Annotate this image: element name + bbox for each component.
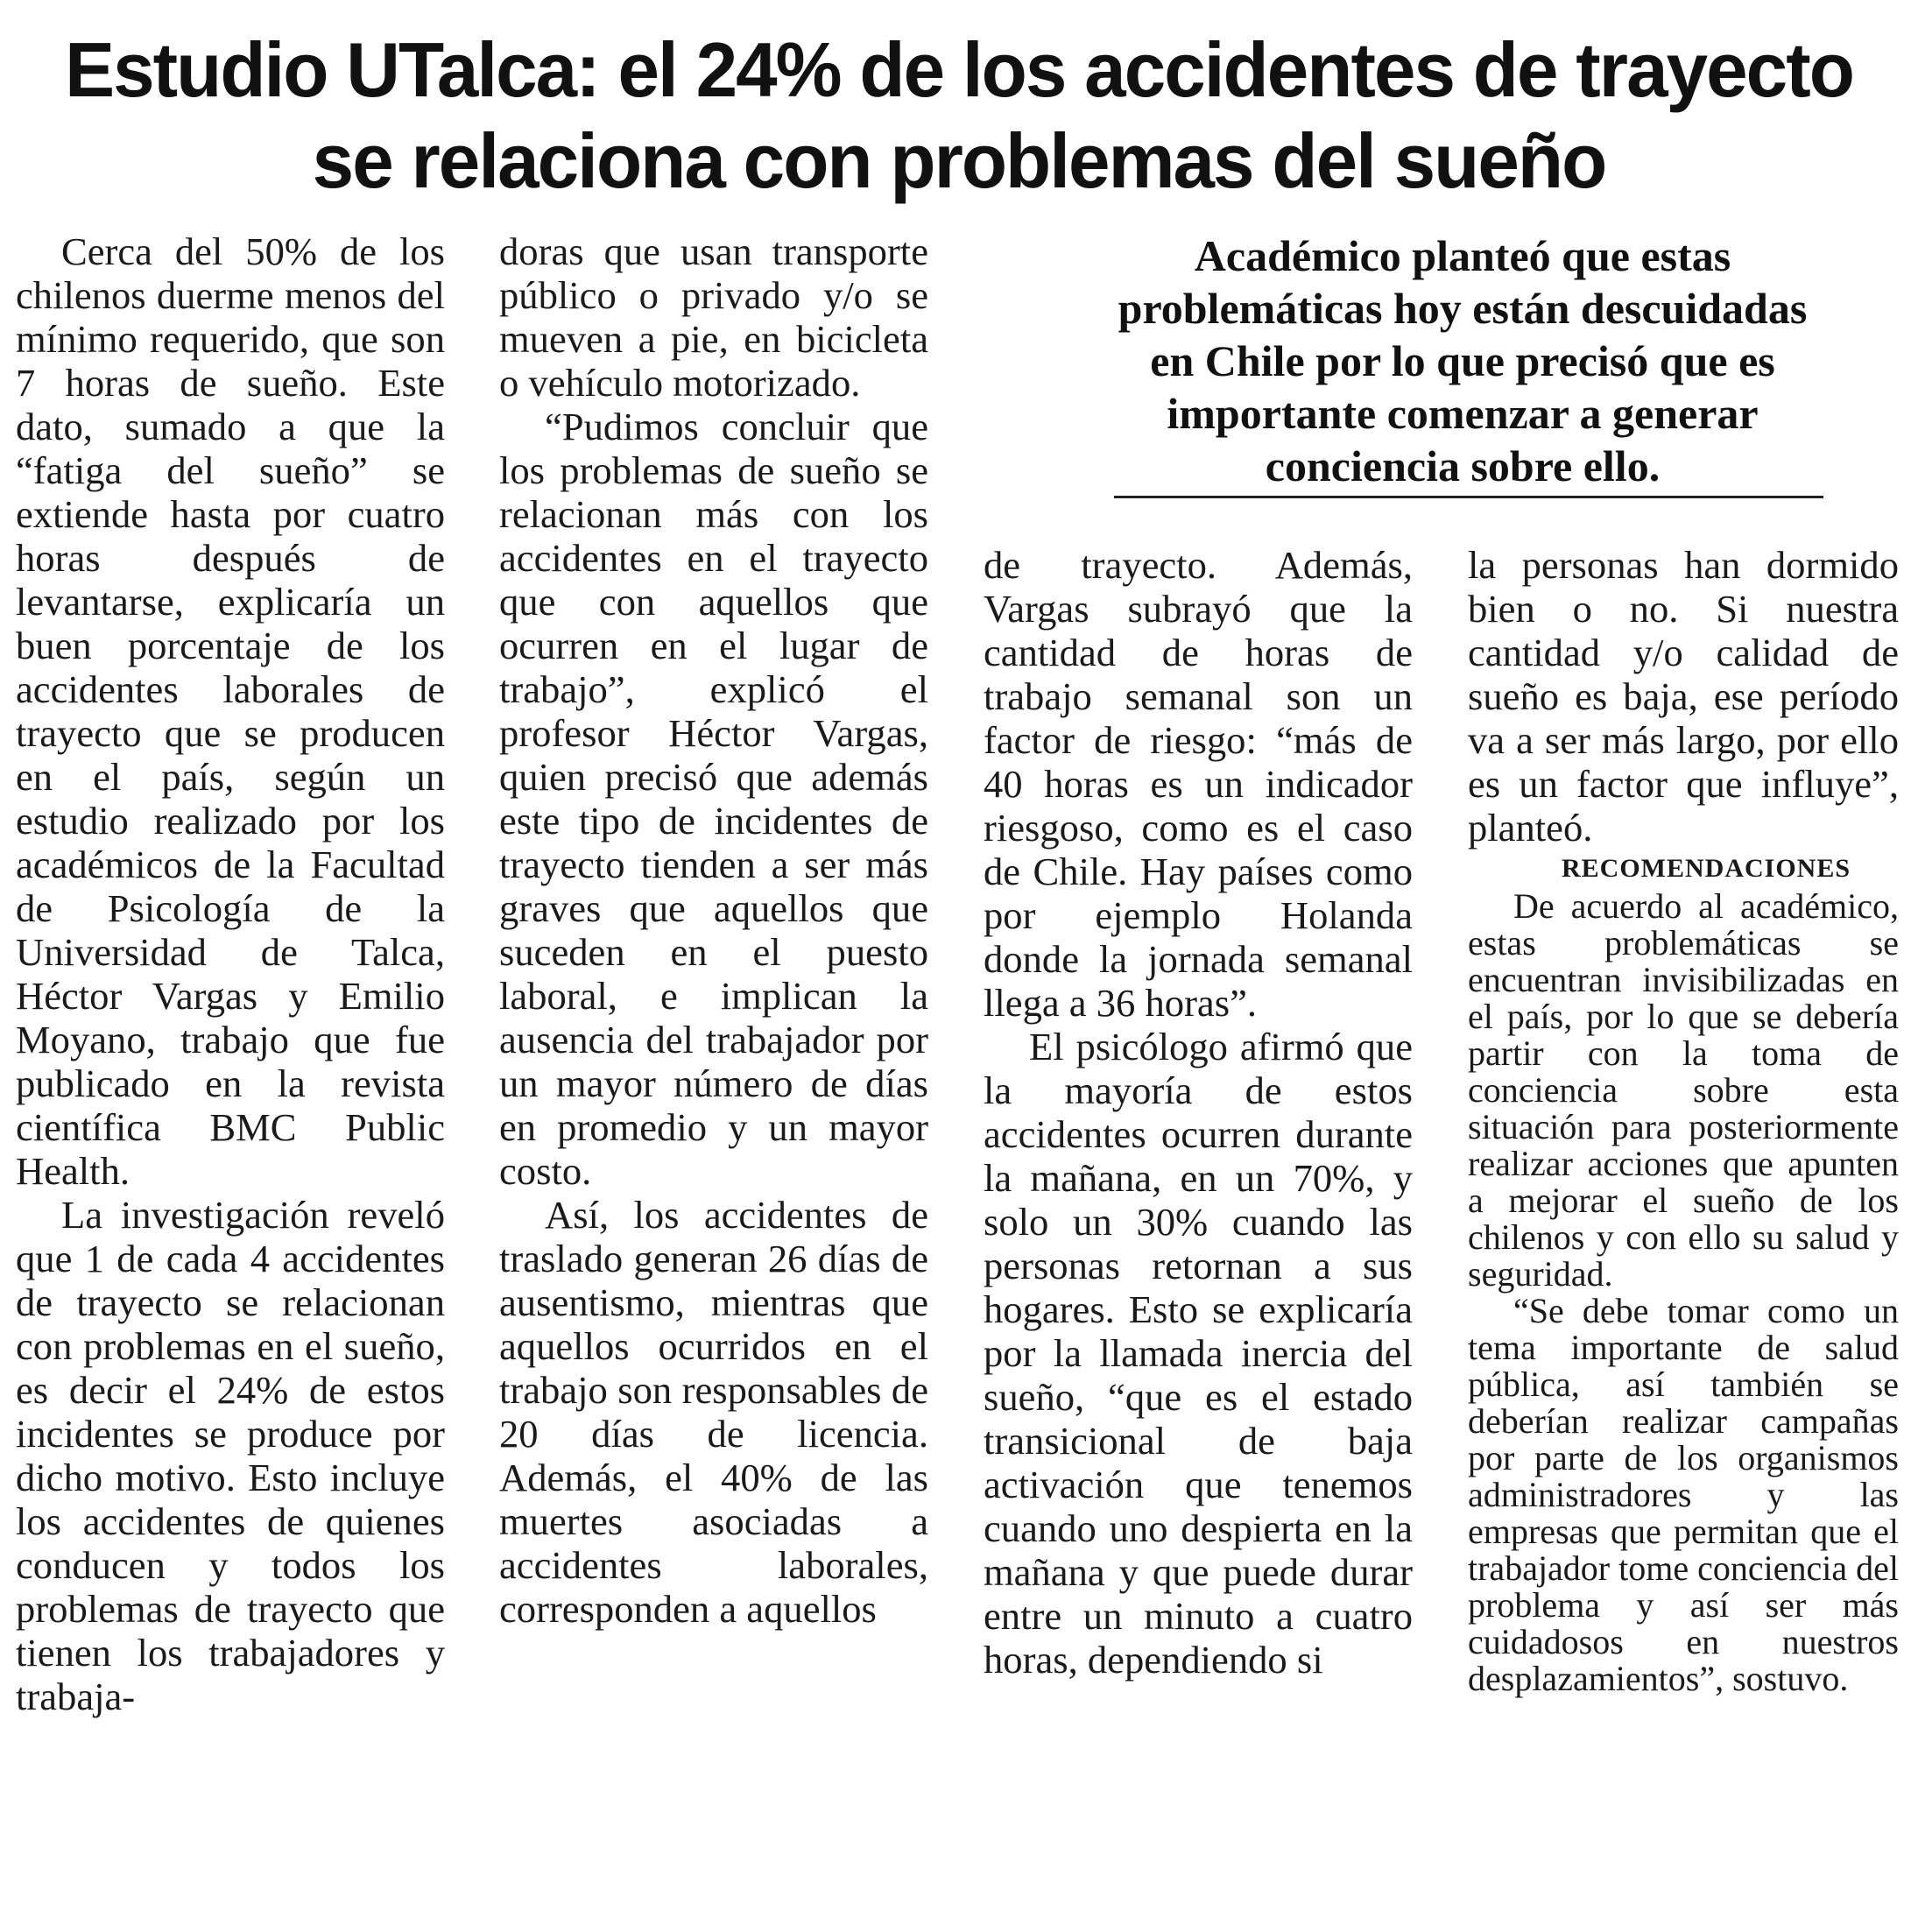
paragraph: La investigación reveló que 1 de cada 4 accidentes de trayecto se relacionan con problemas en el sueño, es decir el 24% de estos incidentes se produce por dicho motivo. Esto incluye los accidentes de quienes conducen y todos los problemas de trayecto que tienen los trabajadores y trabaja- [16,1193,445,1718]
headline-line-2: se relaciona con problemas del sueño [312,117,1606,204]
paragraph: “Pudimos concluir que los problemas de sueño se relacionan más con los accidentes en el trayecto que con aquellos que ocurren en el lugar de trabajo”, explicó el profesor Héctor Vargas, quien precisó que además este tipo de incidentes de trayecto tienden a ser más graves que aquellos que suceden en el puesto laboral, e implican la ausencia del trabajador por un mayor número de días en promedio y un mayor costo. [499,405,928,1193]
headline-line-1: Estudio UTalca: el 24% de los accidentes de trayecto [65,26,1853,113]
deck-line: Académico planteó que estas [1194,231,1731,280]
paragraph: Así, los accidentes de traslado generan 26 días de ausentismo, mientras que aquellos ocurridos en el trabajo son responsables de 20 días de licencia. Además, el 40% de las muertes asociadas a accidentes laborales, corresponden a aquellos [499,1193,928,1631]
deck-line: en Chile por lo que precisó que es [1150,336,1775,385]
paragraph-continued: doras que usan transporte público o privado y/o se mueven a pie, en bicicleta o vehículo motorizado. [499,229,928,405]
paragraph-continued: de trayecto. Además, Vargas subrayó que la cantidad de horas de trabajo semanal son un factor de riesgo: “más de 40 horas es un indicador riesgoso, como es el caso de Chile. Hay países como por ejemplo Holanda donde la jornada semanal llega a 36 horas”. [984,543,1413,1025]
section-subhead: RECOMENDACIONES [1561,854,1851,883]
article-column-4 [1468,543,1899,1823]
deck-line: importante comenzar a generar [1167,389,1759,438]
article-column-2 [499,229,928,1823]
deck-line: conciencia sobre ello. [1265,441,1661,490]
paragraph: De acuerdo al académico, estas problemáticas se encuentran invisibilizadas en el país, por lo que se debería partir con la toma de conciencia sobre esta situación para posteriormente realizar acciones que apunten a mejorar el sueño de los chilenos y con ello su salud y seguridad. [1468,886,1899,1294]
deck-line: problemáticas hoy están descuidadas [1118,284,1808,333]
paragraph: El psicólogo afirmó que la mayoría de estos accidentes ocurren durante la mañana, en un 70%, y solo un 30% cuando las personas retornan a sus hogares. Esto se explicaría por la llamada inercia del sueño, “que es el estado transicional de baja activación que tenemos cuando uno despierta en la mañana y que puede durar entre un minuto a cuatro horas, dependiendo si [984,1025,1413,1682]
paragraph: Cerca del 50% de los chilenos duerme menos del mínimo requerido, que son 7 horas de sueño. Este dato, sumado a que la “fatiga del sueño” se extiende hasta por cuatro horas después de levantarse, explicaría un buen porcentaje de los accidentes laborales de trayecto que se producen en el país, según un estudio realizado por los académicos de la Facultad de Psicología de la Universidad de Talca, Héctor Vargas y Emilio Moyano, trabajo que fue publicado en la revista científica BMC Public Health. [16,229,445,1193]
paragraph: “Se debe tomar como un tema importante de salud pública, así también se deberían realizar campañas por parte de los organismos administradores y las empresas que permitan que el trabajador tome conciencia del problema y así ser más cuidadosos en nuestros desplazamientos”, sostuvo. [1468,1291,1899,1698]
paragraph-continued: la personas han dormido bien o no. Si nuestra cantidad y/o calidad de sueño es baja, ese período va a ser más largo, por ello es un factor que influye”, planteó. [1468,543,1899,850]
headline [63,25,1856,207]
deck-divider [1114,496,1823,498]
article-column-3 [984,543,1413,1823]
deck-subtitle [1033,229,1892,492]
article-column-1 [16,229,445,1823]
